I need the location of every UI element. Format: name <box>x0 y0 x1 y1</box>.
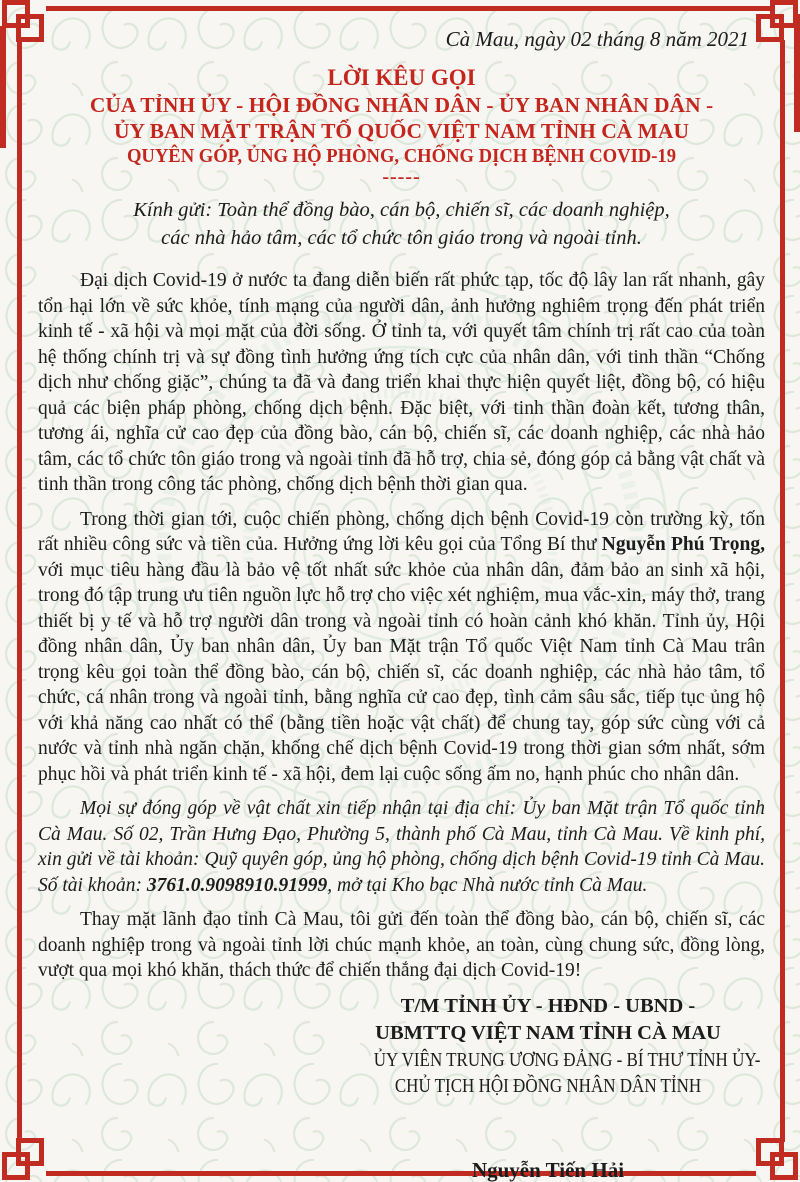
frame-top-line <box>46 6 772 11</box>
title-line-1: LỜI KÊU GỌI <box>327 65 476 90</box>
frame-left-edge-fragment <box>0 26 6 148</box>
letter-content <box>38 20 765 1182</box>
signature-line-2: UBMTTQ VIỆT NAM TỈNH CÀ MAU <box>375 1021 721 1044</box>
signature-line-1: T/M TỈNH ỦY - HĐND - UBND - <box>400 994 696 1017</box>
date-line: Cà Mau, ngày 02 tháng 8 năm 2021 <box>445 27 749 51</box>
title-block <box>38 64 765 186</box>
signature-line-3: ỦY VIÊN TRUNG ƯƠNG ĐẢNG - BÍ THƯ TỈNH ỦY- <box>373 1048 761 1071</box>
title-line-2: CỦA TỈNH ỦY - HỘI ĐỒNG NHÂN DÂN - ỦY BAN NHÂN DÂN - <box>89 93 714 117</box>
body-block <box>38 268 765 984</box>
title-line-3: ỦY BAN MẶT TRẬN TỔ QUỐC VIỆT NAM TỈNH CÀ MAU <box>114 119 689 143</box>
body-paragraph: Thay mặt lãnh đạo tỉnh Cà Mau, tôi gửi đến toàn thể đồng bào, cán bộ, chiến sĩ, các doanh nghiệp trong và ngoài tỉnh lời chúc mạnh khỏe, an toàn, cùng chung sức, đồng lòng, vượt qua mọi khó khăn, thách thức để chiến thắng đại dịch Covid-19! <box>38 909 765 981</box>
body-paragraph: Mọi sự đóng góp về vật chất xin tiếp nhận tại địa chỉ: Ủy ban Mặt trận Tổ quốc tỉnh Cà Mau. Số 02, Trần Hưng Đạo, Phường 5, thành phố Cà Mau, tỉnh Cà Mau. Về kinh phí, xin gửi về tài khoản: Quỹ quyên góp, ủng hộ phòng, chống dịch bệnh Covid-19 tỉnh Cà Mau. Số tài khoản: 3761.0.9098910.91999, mở tại Kho bạc Nhà nước tỉnh Cà Mau. <box>38 798 765 896</box>
body-paragraph: Đại dịch Covid-19 ở nước ta đang diễn biến rất phức tạp, tốc độ lây lan rất nhanh, gây tổn hại lớn về sức khỏe, tính mạng của người dân, ảnh hưởng nghiêm trọng đến phát triển kinh tế - xã hội và mọi mặt của đời sống. Ở tỉnh ta, với quyết tâm chính trị rất cao của toàn hệ thống chính trị và sự đồng tình hưởng ứng tích cực của nhân dân, với tinh thần “Chống dịch như chống giặc”, chúng ta đã và đang triển khai thực hiện quyết liệt, đồng bộ, có hiệu quả các biện pháp phòng, chống dịch bệnh. Đặc biệt, với tinh thần đoàn kết, tương thân, tương ái, nghĩa cử cao đẹp của đồng bào, cán bộ, chiến sĩ, các doanh nghiệp, các nhà hảo tâm, các tổ chức tôn giáo trong và ngoài tỉnh đã hỗ trợ, chia sẻ, đóng góp cả bằng vật chất và tinh thần trong công tác phòng, chống dịch bệnh thời gian qua. <box>38 270 765 495</box>
frame-left-line <box>17 38 22 1142</box>
signature-block <box>343 993 761 1182</box>
salutation-block <box>38 196 765 252</box>
frame-right-line <box>780 40 785 1142</box>
title-divider: ----- <box>382 166 421 188</box>
title-line-4: QUYÊN GÓP, ỦNG HỘ PHÒNG, CHỐNG DỊCH BỆNH COVID-19 <box>126 145 677 167</box>
salutation-line-2: các nhà hảo tâm, các tổ chức tôn giáo trong và ngoài tỉnh. <box>161 227 642 249</box>
signer-name: Nguyễn Tiến Hải <box>471 1157 625 1182</box>
salutation-line-1: Kính gửi: Toàn thể đồng bào, cán bộ, chiến sĩ, các doanh nghiệp, <box>133 199 670 221</box>
signature-line-4: CHỦ TỊCH HỘI ĐỒNG NHÂN DÂN TỈNH <box>394 1074 702 1097</box>
body-paragraph: Trong thời gian tới, cuộc chiến phòng, chống dịch bệnh Covid-19 còn trường kỳ, tốn rất nhiều công sức và tiền của. Hưởng ứng lời kêu gọi của Tổng Bí thư Nguyễn Phú Trọng, với mục tiêu hàng đầu là bảo vệ tốt nhất sức khỏe của nhân dân, đảm bảo an sinh xã hội, trong đó tập trung ưu tiên nguồn lực hỗ trợ cho việc xét nghiệm, mua vắc-xin, máy thở, trang thiết bị y tế và hỗ trợ người dân trong và ngoài tỉnh có hoàn cảnh khó khăn. Tỉnh ủy, Hội đồng nhân dân, Ủy ban nhân dân, Ủy ban Mặt trận Tổ quốc Việt Nam tỉnh Cà Mau trân trọng kêu gọi toàn thể đồng bào, cán bộ, chiến sĩ, các doanh nghiệp, các nhà hảo tâm, tổ chức, cá nhân trong và ngoài tỉnh, bằng nghĩa cử cao đẹp, tình cảm sâu sắc, tiếp tục ủng hộ với khả năng cao nhất có thể (bằng tiền hoặc vật chất) để chung tay, góp sức cùng với cả nước và tỉnh nhà ngăn chặn, khống chế dịch bệnh Covid-19 trong thời gian sớm nhất, sớm phục hồi và phát triển kinh tế - xã hội, đem lại cuộc sống ấm no, hạnh phúc cho nhân dân. <box>38 508 765 785</box>
